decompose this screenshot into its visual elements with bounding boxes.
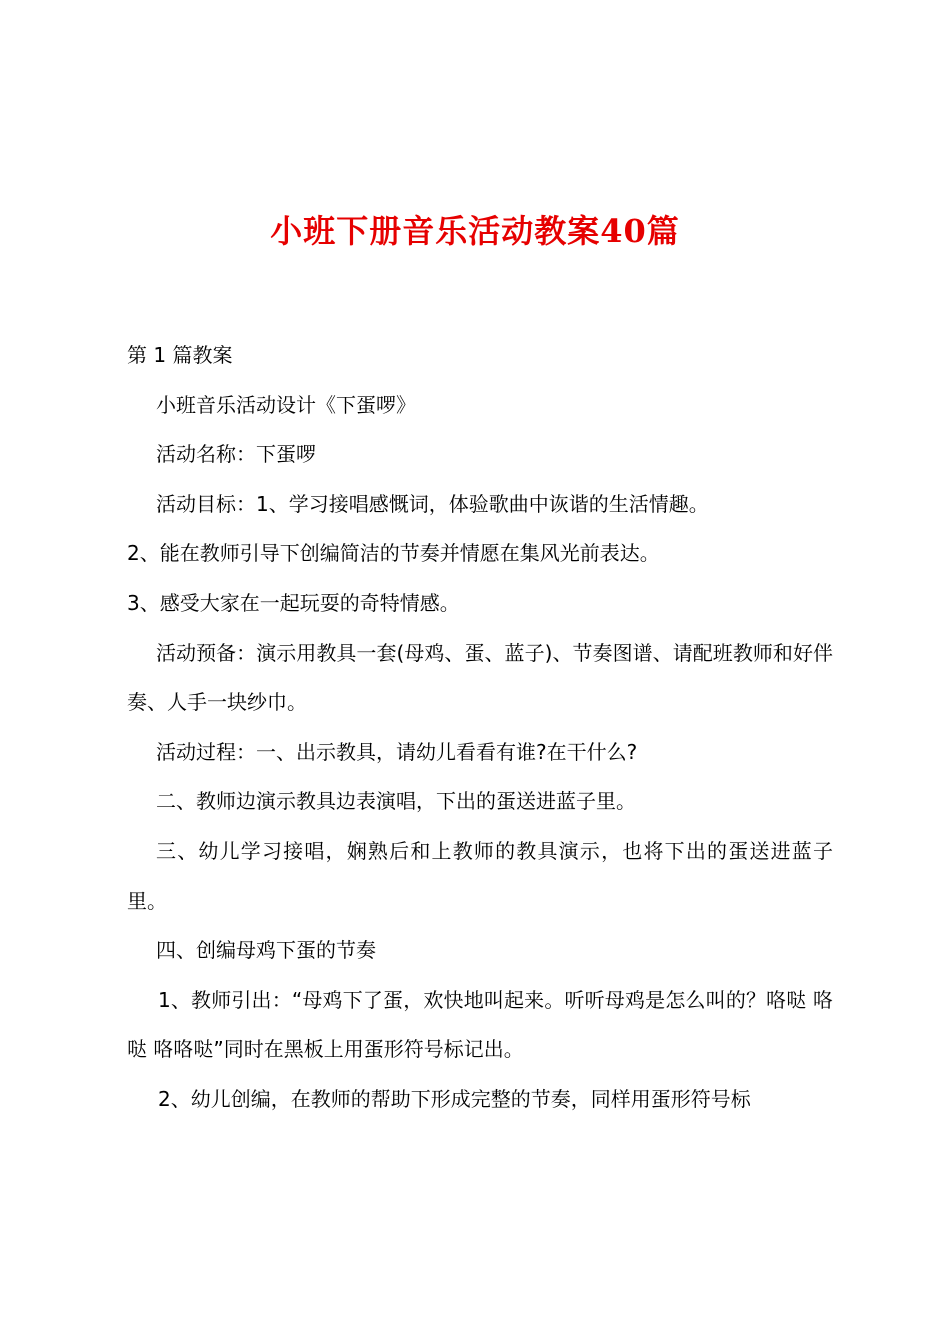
paragraph: 二、教师边演示教具边表演唱，下出的蛋送进蓝子里。 — [156, 789, 636, 814]
paragraph: 2、能在教师引导下创编简洁的节奏并情愿在集风光前表达。 — [127, 541, 660, 566]
document-body — [127, 331, 833, 1125]
paragraph: 2、幼儿创编，在教师的帮助下形成完整的节奏，同样用蛋形符号标 — [158, 1086, 751, 1111]
section-heading: 第 1 篇教案 — [127, 343, 233, 367]
paragraph: 三、幼儿学习接唱，娴熟后和上教师的教具演示，也将下出的蛋送进蓝子里。 — [127, 838, 833, 913]
paragraph: 活动名称：下蛋啰 — [156, 442, 316, 467]
paragraph: 四、创编母鸡下蛋的节奏 — [156, 938, 376, 963]
paragraph: 活动预备：演示用教具一套(母鸡、蛋、蓝子)、节奏图谱、请配班教师和好伴奏、人手一块纱巾。 — [127, 640, 833, 715]
paragraph: 3、感受大家在一起玩耍的奇特情感。 — [127, 590, 460, 615]
paragraph: 1、教师引出：“母鸡下了蛋，欢快地叫起来。听听母鸡是怎么叫的？咯哒 咯哒 咯咯哒”同时在黑板上用蛋形符号标记出。 — [127, 987, 833, 1062]
document-title: 小班下册音乐活动教案40篇 — [270, 212, 680, 250]
paragraph: 活动过程：一、出示教具，请幼儿看看有谁?在干什么? — [156, 739, 638, 764]
paragraph: 小班音乐活动设计《下蛋啰》 — [156, 392, 416, 417]
paragraph: 活动目标：1、学习接唱感慨词，体验歌曲中诙谐的生活情趣。 — [156, 491, 709, 516]
